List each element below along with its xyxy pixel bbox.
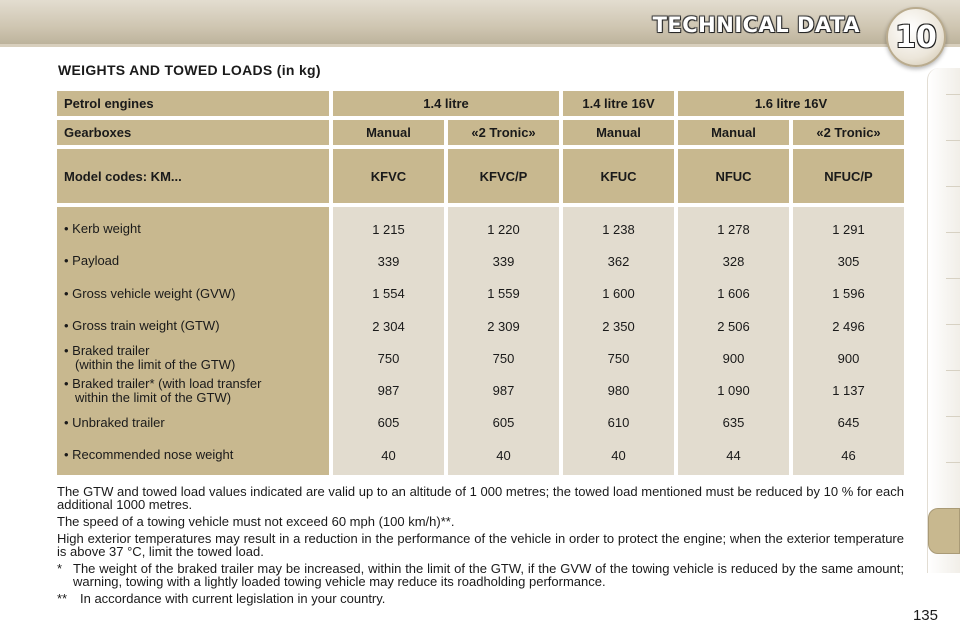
table-cell: 1 606: [717, 286, 750, 302]
table-cell: 610: [607, 415, 630, 431]
weights-table: [57, 91, 904, 475]
gearbox-header: Manual: [563, 120, 674, 145]
table-cell: 40: [496, 447, 511, 463]
values-column-nfuc-p: [793, 207, 904, 475]
table-cell: 900: [722, 350, 745, 366]
engines-label: Petrol engines: [57, 91, 329, 116]
table-cell: 2 496: [832, 318, 865, 334]
model-codes-row: [57, 149, 904, 203]
side-tab-current-chapter[interactable]: [928, 508, 960, 554]
side-tab-divider: [946, 94, 960, 95]
row-label-line: (within the limit of the GTW): [75, 357, 236, 373]
gearboxes-row: [57, 120, 904, 145]
note-altitude: The GTW and towed load values indicated are valid up to an altitude of 1 000 metres; the towed load mentioned must be reduced by 10 % for each additional 1000 metres.: [57, 484, 904, 512]
row-label-line: within the limit of the GTW): [75, 389, 232, 405]
table-cell: 2 350: [602, 318, 635, 334]
values-column-kfvc: [333, 207, 444, 475]
footnote-1: [57, 562, 904, 588]
table-cell: 987: [492, 383, 515, 399]
side-tab-divider: [946, 232, 960, 233]
table-cell: 980: [607, 383, 630, 399]
row-label-gvw: • Gross vehicle weight (GVW): [64, 285, 236, 301]
table-cell: 2 304: [372, 318, 405, 334]
row-label-unbraked-trailer: • Unbraked trailer: [64, 414, 165, 430]
model-code: KFVC: [333, 149, 444, 203]
chapter-side-tabs[interactable]: [927, 68, 960, 573]
gearbox-header: «2 Tronic»: [793, 120, 904, 145]
table-cell: 1 215: [372, 221, 405, 237]
table-cell: 987: [377, 383, 400, 399]
table-cell: 1 090: [717, 383, 750, 399]
table-cell: 46: [841, 447, 856, 463]
side-tab-divider: [946, 324, 960, 325]
side-tab-divider: [946, 186, 960, 187]
values-column-kfuc: [563, 207, 674, 475]
row-label-braked-trailer: [64, 342, 329, 374]
table-cell: 1 238: [602, 221, 635, 237]
chapter-number-badge: [886, 7, 946, 67]
footnote-text: In accordance with current legislation in your country.: [80, 591, 386, 606]
header-divider: [0, 44, 960, 47]
table-cell: 1 137: [832, 383, 865, 399]
table-cell: 750: [607, 350, 630, 366]
chapter-title: TECHNICAL DATA: [652, 13, 860, 37]
model-code: NFUC/P: [793, 149, 904, 203]
row-label-line: • Braked trailer: [64, 343, 150, 359]
side-tab-divider: [946, 370, 960, 371]
table-cell: 2 506: [717, 318, 750, 334]
footnote-marker: **: [57, 591, 68, 606]
note-speed: The speed of a towing vehicle must not exceed 60 mph (100 km/h)**.: [57, 514, 455, 529]
table-cell: 900: [837, 350, 860, 366]
model-code: KFVC/P: [448, 149, 559, 203]
gearboxes-label: Gearboxes: [57, 120, 329, 145]
note-temperature: High exterior temperatures may result in a reduction in the performance of the vehicle in order to protect the engine; when the exterior temperature is above 37 °C, limit the towed load.: [57, 531, 904, 559]
footnote-2: [57, 592, 904, 605]
table-cell: 1 291: [832, 221, 865, 237]
table-cell: 1 554: [372, 286, 405, 302]
table-body: [57, 207, 904, 475]
engine-header: 1.6 litre 16V: [678, 91, 904, 116]
table-cell: 605: [492, 415, 515, 431]
model-codes-label: Model codes: KM...: [57, 149, 329, 203]
side-tab-divider: [946, 140, 960, 141]
page-number: 135: [912, 607, 938, 624]
values-column-kfvc-p: [448, 207, 559, 475]
footnote-marker: *: [57, 561, 63, 576]
row-label-braked-trailer-transfer: [64, 374, 329, 406]
table-cell: 2 309: [487, 318, 520, 334]
values-column-nfuc: [678, 207, 789, 475]
model-code: KFUC: [563, 149, 674, 203]
row-label-line: • Braked trailer* (with load transfer: [64, 375, 262, 391]
table-cell: 328: [722, 253, 745, 269]
table-cell: 1 278: [717, 221, 750, 237]
engine-header: 1.4 litre: [333, 91, 559, 116]
model-code: NFUC: [678, 149, 789, 203]
table-cell: 1 220: [487, 221, 520, 237]
table-cell: 1 596: [832, 286, 865, 302]
side-tab-divider: [946, 416, 960, 417]
table-cell: 1 600: [602, 286, 635, 302]
gearbox-header: Manual: [333, 120, 444, 145]
table-cell: 305: [837, 253, 860, 269]
gearbox-header: «2 Tronic»: [448, 120, 559, 145]
table-cell: 40: [381, 447, 396, 463]
table-cell: 750: [492, 350, 515, 366]
side-tab-divider: [946, 278, 960, 279]
table-cell: 339: [377, 253, 400, 269]
chapter-number: 10: [895, 19, 937, 55]
engines-row: [57, 91, 904, 116]
table-cell: 750: [377, 350, 400, 366]
footnote-text: The weight of the braked trailer may be increased, within the limit of the GTW, if the GVW of the towing vehicle is reduced by the same amount; warning, towing with a lightly loaded towing vehicle may reduce its roadholding performance.: [73, 561, 904, 589]
table-cell: 1 559: [487, 286, 520, 302]
table-cell: 635: [722, 415, 745, 431]
table-cell: 44: [726, 447, 741, 463]
side-tab-divider: [946, 462, 960, 463]
row-label-kerb-weight: • Kerb weight: [64, 221, 141, 237]
engine-header: 1.4 litre 16V: [563, 91, 674, 116]
table-cell: 605: [377, 415, 400, 431]
table-cell: 339: [492, 253, 515, 269]
row-label-payload: • Payload: [64, 253, 120, 269]
row-label-gtw: • Gross train weight (GTW): [64, 318, 220, 334]
table-cell: 645: [837, 415, 860, 431]
row-labels-column: [57, 207, 329, 475]
page-heading: WEIGHTS AND TOWED LOADS (in kg): [58, 62, 321, 78]
row-label-nose-weight: • Recommended nose weight: [64, 447, 234, 463]
table-cell: 40: [611, 447, 626, 463]
notes-section: [57, 485, 904, 609]
gearbox-header: Manual: [678, 120, 789, 145]
table-cell: 362: [607, 253, 630, 269]
